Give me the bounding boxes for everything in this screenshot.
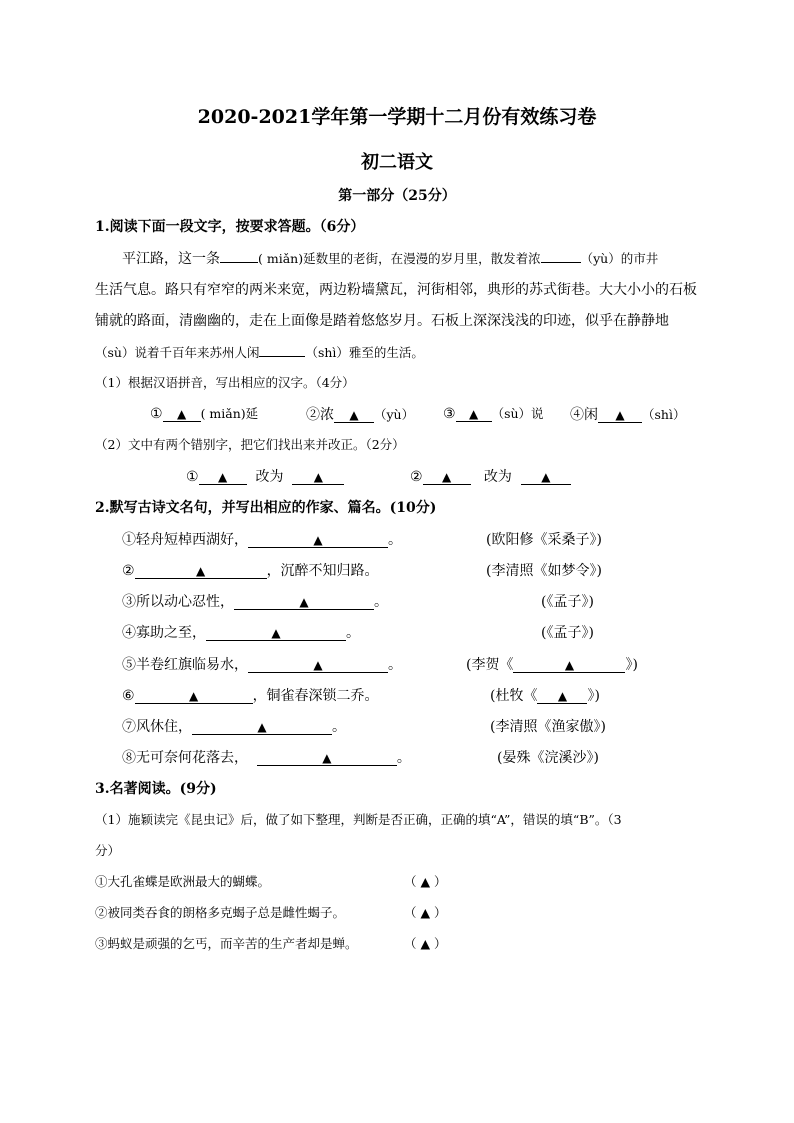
answer-blank[interactable]: ▲ — [537, 688, 587, 704]
q3-answer-2[interactable]: （ ▲ ） — [404, 905, 447, 920]
passage-text: ( miǎn)延数里的老街，在漫漫的岁月里，散发着浓 — [258, 251, 541, 266]
q1-sub1-item-3 — [443, 404, 544, 422]
q1-sub2-item-1 — [186, 466, 344, 486]
item-number: ① — [150, 406, 163, 422]
q1-sub2-label: （2）文中有两个错别字，把它们找出来并改正。（2分） — [95, 437, 405, 452]
q1-sub1-item-4 — [570, 404, 685, 424]
verse-text: 。 — [346, 625, 360, 641]
q3-item-1: ①大孔雀蝶是欧洲最大的蝴蝶。 — [95, 874, 271, 889]
q1-passage-line1 — [122, 247, 658, 268]
q2-source-7: (李清照《渔家傲》) — [490, 719, 606, 735]
q1-passage-line4 — [95, 341, 424, 361]
q1-sub2-item-2 — [410, 466, 571, 486]
q1-sub1-label: （1）根据汉语拼音，写出相应的汉字。（4分） — [95, 375, 355, 390]
q1-sub1-item-2 — [306, 404, 414, 424]
answer-blank[interactable]: ▲ — [456, 406, 492, 422]
answer-blank[interactable]: ▲ — [248, 532, 388, 548]
verse-text: ，铜雀春深锁二乔。 — [252, 688, 379, 704]
item-number: ②浓 — [306, 407, 334, 423]
q2-line-2 — [122, 560, 379, 580]
verse-text: ④寡助之至， — [122, 625, 206, 641]
answer-blank[interactable]: ▲ — [334, 407, 374, 423]
answer-blank[interactable]: ▲ — [257, 750, 397, 766]
part-heading: 第一部分（25分） — [338, 188, 456, 204]
answer-blank[interactable]: ▲ — [135, 563, 267, 579]
q2-line-7 — [122, 716, 346, 736]
q2-line-8 — [122, 747, 411, 767]
q3-sub1-line1: （1）施颖读完《昆虫记》后，做了如下整理，判断是否正确，正确的填“A”，错误的填“B”。（3 — [95, 812, 622, 827]
verse-text: ⑥ — [122, 688, 135, 704]
verse-text: ⑧无可奈何花落去， — [122, 750, 248, 766]
pinyin-hint: ( miǎn)延 — [200, 406, 259, 421]
q2-line-5 — [122, 654, 402, 674]
q3-item-3: ③蚂蚁是顽强的乞丐，而辛苦的生产者却是蝉。 — [95, 936, 358, 951]
verse-text: ⑤半卷红旗临易水， — [122, 657, 248, 673]
verse-text: ③所以动心忍性， — [122, 594, 234, 610]
verse-text: 。 — [332, 719, 346, 735]
q3-answer-1[interactable]: （ ▲ ） — [404, 874, 447, 889]
q1-heading: 1.阅读下面一段文字，按要求答题。（6分） — [95, 219, 365, 235]
q2-source-6 — [490, 685, 600, 705]
exam-title: 2020-2021学年第一学期十二月份有效练习卷 — [197, 106, 597, 128]
q2-source-3: (《孟子》) — [541, 594, 594, 610]
verse-text: ，沉醉不知归路。 — [266, 563, 379, 579]
verse-text: ⑦风休住， — [122, 719, 192, 735]
item-number: ④闲 — [570, 407, 598, 423]
q1-passage-line3: 铺就的路面，清幽幽的，走在上面像是踏着悠悠岁月。石板上深深浅浅的印迹，似乎在静静地 — [95, 313, 669, 329]
answer-blank[interactable]: ▲ — [598, 407, 642, 423]
passage-text: 平江路，这一条 — [122, 251, 220, 267]
source-text: 》) — [587, 688, 600, 704]
answer-blank[interactable]: ▲ — [248, 657, 388, 673]
source-text: (杜牧《 — [490, 688, 538, 704]
q2-source-5 — [466, 654, 638, 674]
pinyin-hint: （sù）说 — [491, 406, 544, 421]
q3-heading: 3.名著阅读。(9分) — [95, 781, 217, 797]
q2-source-2: (李清照《如梦令》) — [486, 563, 602, 579]
q2-heading: 2.默写古诗文名句，并写出相应的作家、篇名。(10分) — [95, 500, 437, 516]
answer-blank[interactable]: ▲ — [199, 469, 247, 485]
answer-blank[interactable]: ▲ — [206, 625, 346, 641]
answer-blank[interactable]: ▲ — [423, 469, 471, 485]
change-label: 改为 — [255, 469, 284, 485]
pinyin-hint: （shì） — [642, 407, 686, 422]
q1-sub1-item-1 — [150, 404, 258, 422]
q3-answer-3[interactable]: （ ▲ ） — [404, 936, 447, 951]
answer-blank[interactable]: ▲ — [163, 406, 201, 422]
verse-text: ①轻舟短棹西湖好， — [122, 532, 248, 548]
passage-text: （yù）的市井 — [580, 251, 659, 266]
q3-item-2: ②被同类吞食的朗格多克蝎子总是雌性蝎子。 — [95, 905, 346, 920]
source-text: 》) — [625, 657, 638, 673]
passage-text: （shì）雅至的生活。 — [305, 345, 424, 360]
item-number: ① — [186, 469, 199, 485]
passage-text: （sù）说着千百年来苏州人闲 — [95, 345, 260, 360]
answer-blank[interactable]: ▲ — [192, 719, 332, 735]
q1-passage-line2: 生活气息。路只有窄窄的两米来宽，两边粉墙黛瓦，河街相邻，典形的苏式街巷。大大小小的石板 — [95, 282, 697, 298]
answer-blank[interactable] — [220, 247, 258, 263]
change-label: 改为 — [483, 469, 512, 485]
verse-text: 。 — [388, 532, 402, 548]
q2-line-4 — [122, 622, 360, 642]
item-number: ③ — [443, 406, 456, 422]
verse-text: 。 — [374, 594, 388, 610]
answer-blank[interactable]: ▲ — [234, 594, 374, 610]
verse-text: 。 — [388, 657, 402, 673]
q2-source-1: (欧阳修《采桑子》) — [486, 532, 602, 548]
q3-sub1-line2: 分） — [95, 843, 121, 858]
answer-blank[interactable]: ▲ — [521, 469, 571, 485]
verse-text: 。 — [396, 750, 411, 766]
source-text: (李贺《 — [466, 657, 514, 673]
answer-blank[interactable] — [259, 341, 305, 357]
pinyin-hint: （yù） — [374, 407, 415, 422]
q2-source-4: (《孟子》) — [541, 625, 594, 641]
q2-line-3 — [122, 591, 388, 611]
item-number: ② — [410, 469, 423, 485]
q2-line-6 — [122, 685, 379, 705]
q2-line-1 — [122, 529, 402, 549]
subject-title: 初二语文 — [361, 152, 433, 173]
verse-text: ② — [122, 563, 135, 579]
answer-blank[interactable]: ▲ — [135, 688, 253, 704]
answer-blank[interactable]: ▲ — [513, 657, 625, 673]
q2-source-8: (晏殊《浣溪沙》) — [497, 750, 599, 766]
answer-blank[interactable]: ▲ — [292, 469, 344, 485]
answer-blank[interactable] — [541, 247, 581, 263]
